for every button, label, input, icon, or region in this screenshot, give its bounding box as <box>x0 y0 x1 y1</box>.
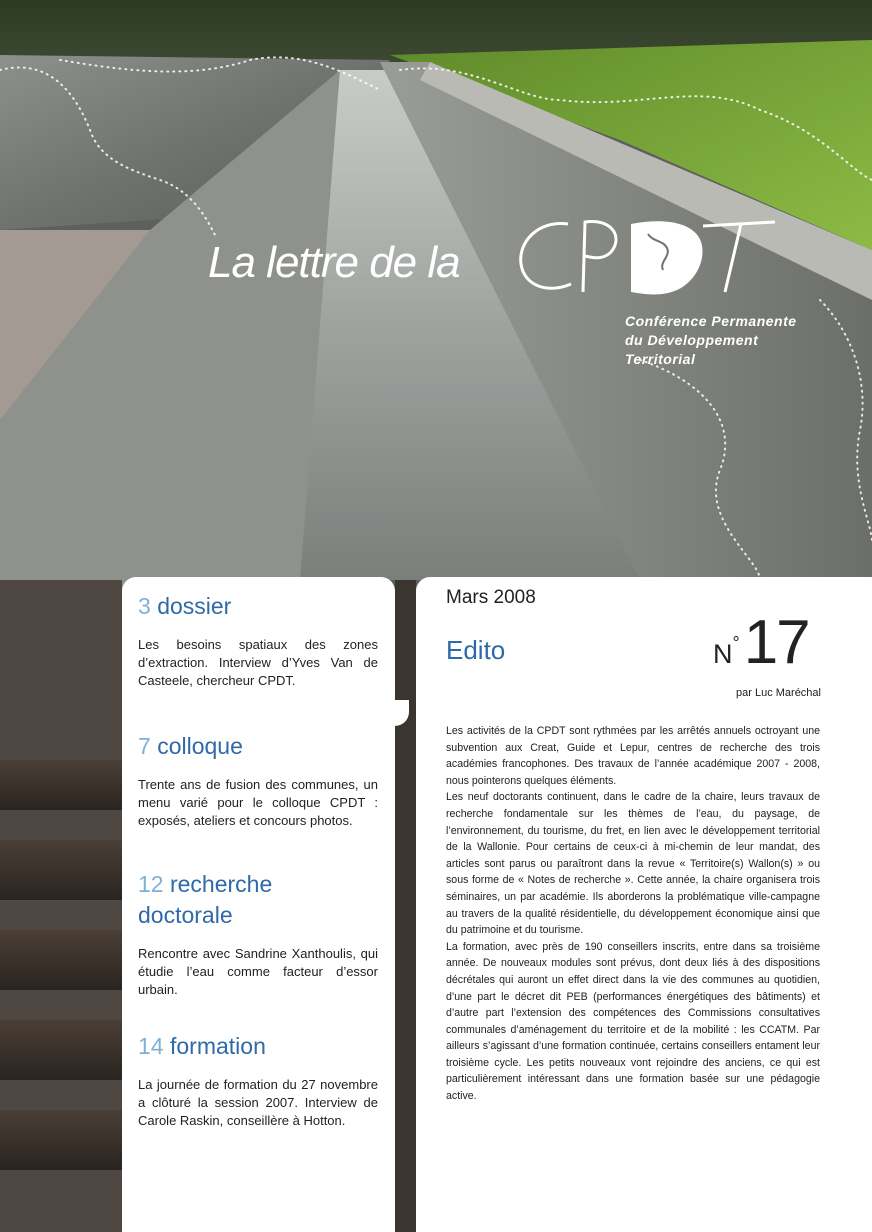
issue-date: Mars 2008 <box>446 587 536 608</box>
cpdt-logo <box>513 212 793 302</box>
contents-panel <box>122 577 395 1232</box>
masthead-title: La lettre de la <box>208 238 460 287</box>
subtitle-line: Conférence Permanente <box>625 313 797 329</box>
edito-paragraph: Les neuf doctorants continuent, dans le cadre de la chaire, leurs travaux de recherche fondamentale sur les thèmes de l’eau, du paysage, de l’environnement, du tourisme, du fret, en lien avec le développement territorial de la Wallonie. Pour certains de ceux-ci à mi-chemin de leur mandat, des articles sont parus ou paraîtront dans la revue « Territoire(s) Wallon(s) » ou sous forme de « Notes de recherche ». Cette année, la chaire organisera trois séminaires, un par académie. Ils aborderons la problématique ville-campagne au travers de la qualité résidentielle, du développement économique ainsi que du patrimoine et du tourisme. <box>446 791 820 937</box>
subtitle-line: Territorial <box>625 351 696 367</box>
masthead-subtitle <box>625 312 797 369</box>
section-dossier[interactable] <box>138 591 378 690</box>
logo-text: CPDT <box>583 212 586 213</box>
section-number: 14 <box>138 1033 164 1059</box>
section-heading <box>138 869 378 931</box>
section-recherche-doctorale[interactable] <box>138 869 378 999</box>
section-summary: La journée de formation du 27 novembre a clôturé la session 2007. Interview de Carole Raskin, conseillère à Hotton. <box>138 1077 378 1128</box>
section-number: 3 <box>138 593 151 619</box>
subtitle-line: du Développement <box>625 332 759 348</box>
section-title: colloque <box>157 733 243 759</box>
section-heading <box>138 1031 378 1062</box>
section-heading <box>138 591 378 622</box>
issue-number <box>713 607 809 678</box>
section-formation[interactable] <box>138 1031 378 1130</box>
section-heading <box>138 731 378 762</box>
section-title: dossier <box>157 593 232 619</box>
issue-prefix: N <box>713 639 733 669</box>
issue-number-value: 17 <box>743 608 809 677</box>
section-number: 12 <box>138 871 164 897</box>
section-colloque[interactable] <box>138 731 378 830</box>
edito-paragraph: Les activités de la CPDT sont rythmées par les arrêtés annuels octroyant une subvention aux Creat, Guide et Lepur, centres de recherche des trois académies francophones. Des travaux de l’année académique 2007 - 2008, nous pointerons quelques éléments. <box>446 725 820 787</box>
edito-paragraph: La formation, avec près de 190 conseillers inscrits, entre dans sa troisième année. De nouveaux modules sont prévus, dont deux liés à des dispositions décrétales qui auront un effet direct dans la vie des communes au quotidien, d’une part le décret dit PEB (performances énergétiques des bâtiments) et d’autre part l’extension des compétences des Commissions consultatives communales d’aménagement du territoire et de la mobilité : les CCATM. Par ailleurs s’agissant d’une formation continuée, certains conseillers entament leur troisième cycle. Les petits nouveaux vont rejoindre des anciens, ce qui est particulièrement intéressant dans une formation basée sur une pédagogie active. <box>446 940 820 1103</box>
section-title-line2: doctorale <box>138 902 233 928</box>
edito-heading: Edito <box>446 635 506 665</box>
section-summary: Les besoins spatiaux des zones d’extraction. Interview d’Yves Van de Casteele, chercheur CPDT. <box>138 637 378 688</box>
section-number: 7 <box>138 733 151 759</box>
section-title: formation <box>169 1033 266 1059</box>
section-title: recherche <box>169 871 273 897</box>
section-summary: Trente ans de fusion des communes, un menu varié pour le colloque CPDT : exposés, ateliers et concours photos. <box>138 777 378 828</box>
edito-body <box>446 723 820 1105</box>
section-summary: Rencontre avec Sandrine Xanthoulis, qui étudie l’eau comme facteur d’essor urbain. <box>138 946 378 997</box>
issue-degree: ° <box>732 633 740 653</box>
edito-panel <box>416 577 872 1232</box>
edito-author: par Luc Maréchal <box>736 687 821 699</box>
